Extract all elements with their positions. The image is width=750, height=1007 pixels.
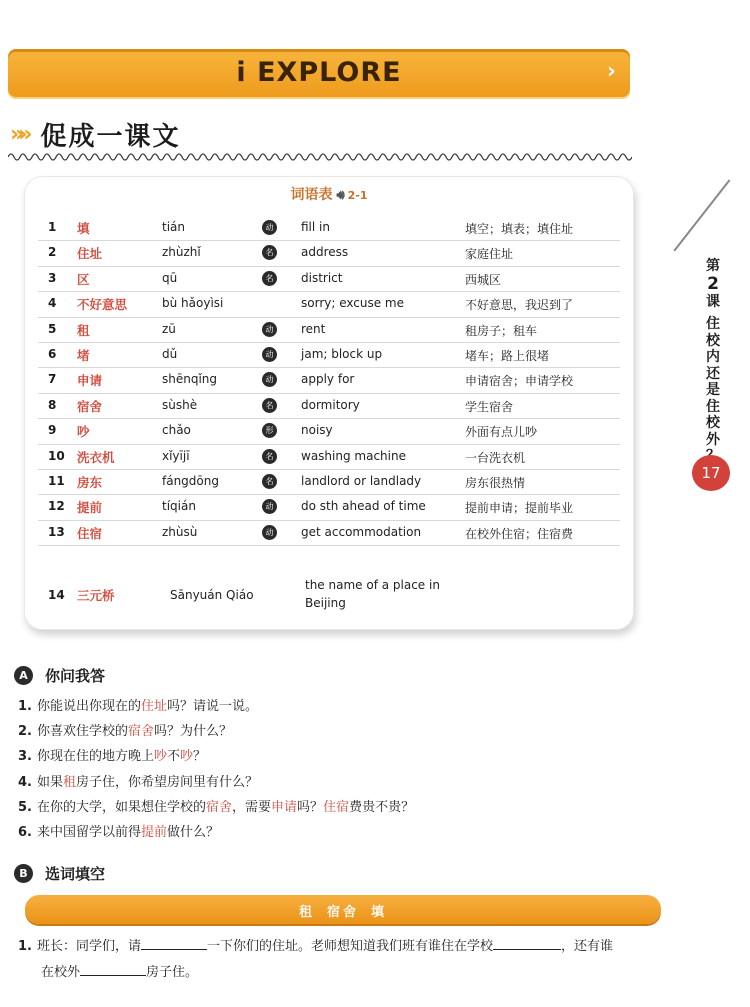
- question-item: [18, 796, 414, 815]
- exercise-title: 你问我答: [45, 666, 106, 685]
- lesson-title-char: 外: [706, 431, 720, 448]
- part-of-speech-badge: 动: [262, 525, 277, 540]
- vocabulary-row: [24, 495, 634, 520]
- word-example: 房东很热情: [465, 476, 526, 490]
- question-text: 你能说出你现在的: [36, 699, 141, 714]
- highlighted-word: 吵: [154, 749, 168, 765]
- question-text: 你喜欢住学校的: [36, 724, 128, 740]
- word-number: 3: [48, 270, 57, 285]
- vocabulary-row: [24, 521, 634, 546]
- lesson-side-label: [702, 258, 724, 465]
- word-number: 6: [48, 347, 57, 361]
- word-example: 学生宿舍: [465, 399, 514, 414]
- question-text: 做什么？: [167, 825, 220, 840]
- word-pinyin: zhùsù: [162, 524, 198, 539]
- vocabulary-row: [24, 576, 634, 610]
- word-hanzi: 区: [77, 271, 90, 287]
- word-bank-bar: [25, 895, 661, 924]
- highlighted-word: 宿舍: [206, 799, 233, 815]
- part-of-speech-badge: 动: [262, 322, 277, 337]
- lesson-number: 2: [707, 274, 719, 294]
- word-pinyin: shēnqǐng: [162, 372, 218, 387]
- lesson-label-top: 第: [706, 258, 720, 274]
- word-bank-item: 宿舍: [326, 905, 359, 920]
- lesson-title-char: 住: [706, 398, 720, 415]
- word-example: 外面有点儿吵: [465, 425, 538, 440]
- page-number-badge: 17: [692, 455, 730, 491]
- word-meaning: sorry; excuse me: [301, 296, 404, 311]
- exercise-title: 选词填空: [45, 864, 106, 883]
- exercise-letter-badge: A: [14, 666, 33, 685]
- word-hanzi: 租: [77, 322, 90, 338]
- lesson-title-char: 是: [706, 382, 720, 398]
- question-text: 来中国留学以前得: [36, 825, 141, 840]
- sentence-part: 班长：同学们，请: [36, 939, 141, 954]
- question-text: 吗？: [297, 799, 324, 815]
- word-pinyin: tián: [162, 220, 185, 234]
- word-meaning-line1: the name of a place in: [305, 578, 440, 592]
- word-pinyin: bù hǎoyìsi: [162, 296, 224, 311]
- word-hanzi: 填: [77, 221, 90, 236]
- question-item: [18, 771, 258, 790]
- highlighted-word: 提前: [141, 825, 168, 840]
- word-hanzi: 三元桥: [77, 588, 115, 603]
- question-number: 2.: [18, 724, 32, 740]
- part-of-speech-badge: 动: [262, 372, 277, 387]
- word-number: 1: [48, 220, 57, 234]
- word-meaning: washing machine: [301, 448, 406, 463]
- word-number: 11: [48, 474, 65, 488]
- sentence-part: 在校外: [41, 965, 81, 980]
- word-pinyin: qū: [162, 270, 178, 285]
- lesson-title-char: 内: [706, 349, 720, 365]
- vocabulary-title: 词语表: [290, 187, 333, 203]
- question-number: 1.: [18, 699, 32, 714]
- word-bank: [25, 901, 661, 920]
- vocabulary-row: [24, 368, 634, 393]
- word-example: 家庭住址: [465, 247, 514, 262]
- part-of-speech-badge: 名: [262, 474, 277, 489]
- word-meaning: landlord or landlady: [301, 474, 422, 488]
- lesson-title-char: 校: [706, 332, 720, 349]
- word-bank-item: 填: [371, 905, 388, 920]
- highlighted-word: 住址: [141, 699, 168, 714]
- speaker-icon[interactable]: 🔊︎: [336, 188, 345, 203]
- word-bank-item: 租: [298, 905, 315, 920]
- word-pinyin: chǎo: [162, 423, 191, 438]
- sentence-part: 房子住。: [146, 965, 199, 980]
- word-hanzi: 宿舍: [77, 398, 103, 414]
- blank-input[interactable]: [141, 938, 207, 950]
- word-meaning: jam; block up: [301, 347, 383, 361]
- word-meaning: district: [301, 270, 343, 285]
- explore-banner: [8, 49, 630, 99]
- word-meaning: rent: [301, 321, 326, 336]
- vocabulary-card: [24, 176, 634, 630]
- word-hanzi: 住宿: [77, 525, 103, 541]
- word-hanzi: 住址: [77, 246, 103, 262]
- question-item: [18, 745, 206, 764]
- word-example: 西城区: [465, 272, 502, 287]
- word-meaning: [305, 576, 455, 612]
- lesson-title-char: 还: [706, 365, 720, 382]
- audio-track-number: 2-1: [347, 189, 368, 202]
- question-item: [18, 695, 258, 714]
- highlighted-word: 住宿: [323, 799, 350, 815]
- vocabulary-row: [24, 318, 634, 343]
- highlighted-word: 吵: [180, 749, 194, 765]
- word-example: 提前申请；提前毕业: [465, 501, 574, 516]
- word-number: 14: [48, 588, 65, 602]
- word-example: 在校外住宿；住宿费: [465, 526, 574, 541]
- vocabulary-row: [24, 267, 634, 292]
- exercise-a-heading: [14, 663, 105, 687]
- blank-input[interactable]: [493, 938, 561, 950]
- fill-blank-item-continued: [41, 961, 198, 980]
- vocabulary-row: [24, 343, 634, 368]
- part-of-speech-badge: 动: [262, 220, 277, 235]
- word-number: 4: [48, 296, 57, 311]
- question-number: 5.: [18, 799, 32, 815]
- word-example: 不好意思，我迟到了: [465, 298, 574, 313]
- exercise-letter-badge: B: [14, 864, 33, 883]
- part-of-speech-badge: 名: [262, 245, 277, 260]
- part-of-speech-badge: 动: [262, 347, 277, 362]
- vocabulary-header: [24, 184, 634, 204]
- part-of-speech-badge: 名: [262, 449, 277, 464]
- side-divider-line: [673, 179, 730, 251]
- word-example: 申请宿舍；申请学校: [465, 374, 574, 389]
- word-pinyin: tíqián: [162, 499, 196, 514]
- question-text: 在你的大学，如果想住学校的: [36, 799, 206, 815]
- word-example: 填空；填表；填住址: [465, 222, 574, 236]
- lesson-label-bottom: 课: [706, 294, 720, 310]
- word-pinyin: Sānyuán Qiáo: [170, 588, 254, 602]
- chevron-right-icon[interactable]: ›: [606, 59, 616, 84]
- word-number: 8: [48, 397, 57, 412]
- question-number: 4.: [18, 774, 32, 790]
- question-item: [18, 720, 232, 739]
- lesson-title-char: 校: [706, 415, 720, 431]
- section-title-row: [10, 116, 180, 152]
- exercise-b-heading: [14, 861, 105, 885]
- word-hanzi: 洗衣机: [77, 449, 115, 465]
- sentence-part: ，还有谁: [561, 939, 614, 954]
- word-meaning-line2: Beijing: [305, 596, 346, 610]
- vocabulary-row: [24, 241, 634, 266]
- word-meaning: address: [301, 245, 349, 260]
- vocabulary-row: [24, 445, 634, 470]
- word-example: 堵车；路上很堵: [465, 349, 550, 363]
- word-hanzi: 房东: [77, 475, 103, 490]
- question-text: 如果: [36, 774, 63, 790]
- word-number: 12: [48, 499, 65, 514]
- question-number: 6.: [18, 825, 32, 840]
- question-text: ？: [193, 749, 207, 765]
- double-arrow-icon: »»: [10, 121, 27, 147]
- word-number: 13: [48, 524, 65, 539]
- highlighted-word: 申请: [271, 799, 298, 815]
- word-hanzi: 不好意思: [77, 297, 128, 313]
- word-pinyin: zū: [162, 321, 176, 336]
- word-number: 7: [48, 372, 57, 387]
- word-pinyin: xǐyījī: [162, 448, 190, 463]
- word-meaning: apply for: [301, 372, 355, 387]
- question-text: 你现在住的地方晚上: [36, 749, 154, 765]
- banner-title: i EXPLORE: [236, 57, 402, 88]
- word-pinyin: dǔ: [162, 347, 178, 361]
- word-number: 10: [48, 448, 65, 463]
- question-text: 不: [167, 749, 181, 765]
- part-of-speech-badge: 名: [262, 398, 277, 413]
- part-of-speech-badge: 名: [262, 271, 277, 286]
- vocabulary-row: [24, 394, 634, 419]
- blank-input[interactable]: [80, 964, 146, 976]
- word-pinyin: zhùzhǐ: [162, 245, 201, 260]
- wave-divider: [8, 150, 632, 164]
- word-example: 租房子；租车: [465, 323, 538, 338]
- word-pinyin: fángdōng: [162, 474, 219, 488]
- vocabulary-row: [24, 419, 634, 444]
- part-of-speech-badge: 动: [262, 499, 277, 514]
- word-meaning: noisy: [301, 423, 333, 438]
- word-number: 9: [48, 423, 57, 438]
- word-hanzi: 堵: [77, 348, 90, 363]
- question-text: 吗？请说一说。: [167, 699, 259, 714]
- question-text: ，需要: [232, 799, 272, 815]
- vocabulary-row: [24, 470, 634, 495]
- sentence-part: 一下你们的住址。老师想知道我们班有谁住在学校: [207, 939, 494, 954]
- lesson-title: [702, 316, 724, 465]
- question-item: [18, 821, 219, 840]
- word-hanzi: 吵: [77, 424, 90, 440]
- word-hanzi: 提前: [77, 500, 103, 516]
- word-meaning: do sth ahead of time: [301, 499, 426, 514]
- question-text: 房子住，你希望房间里有什么？: [76, 774, 259, 790]
- word-number: 5: [48, 321, 57, 336]
- row-divider: [38, 545, 620, 546]
- word-number: 2: [48, 245, 57, 260]
- word-meaning: get accommodation: [301, 524, 422, 539]
- highlighted-word: 租: [63, 774, 77, 790]
- fill-blank-item: [18, 935, 613, 954]
- word-example: 一台洗衣机: [465, 450, 526, 465]
- word-meaning: dormitory: [301, 397, 360, 412]
- item-number: 1.: [18, 939, 32, 954]
- question-text: 费贵不贵？: [349, 799, 415, 815]
- word-hanzi: 申请: [77, 373, 103, 389]
- part-of-speech-badge: 形: [262, 423, 277, 438]
- lesson-title-char: 住: [706, 316, 720, 332]
- vocabulary-row: [24, 216, 634, 241]
- section-title: 促成一课文: [40, 121, 181, 152]
- highlighted-word: 宿舍: [128, 724, 155, 740]
- question-text: 吗？为什么？: [154, 724, 233, 740]
- vocabulary-row: [24, 292, 634, 317]
- word-pinyin: sùshè: [162, 397, 198, 412]
- word-meaning: fill in: [301, 220, 330, 234]
- question-number: 3.: [18, 749, 32, 765]
